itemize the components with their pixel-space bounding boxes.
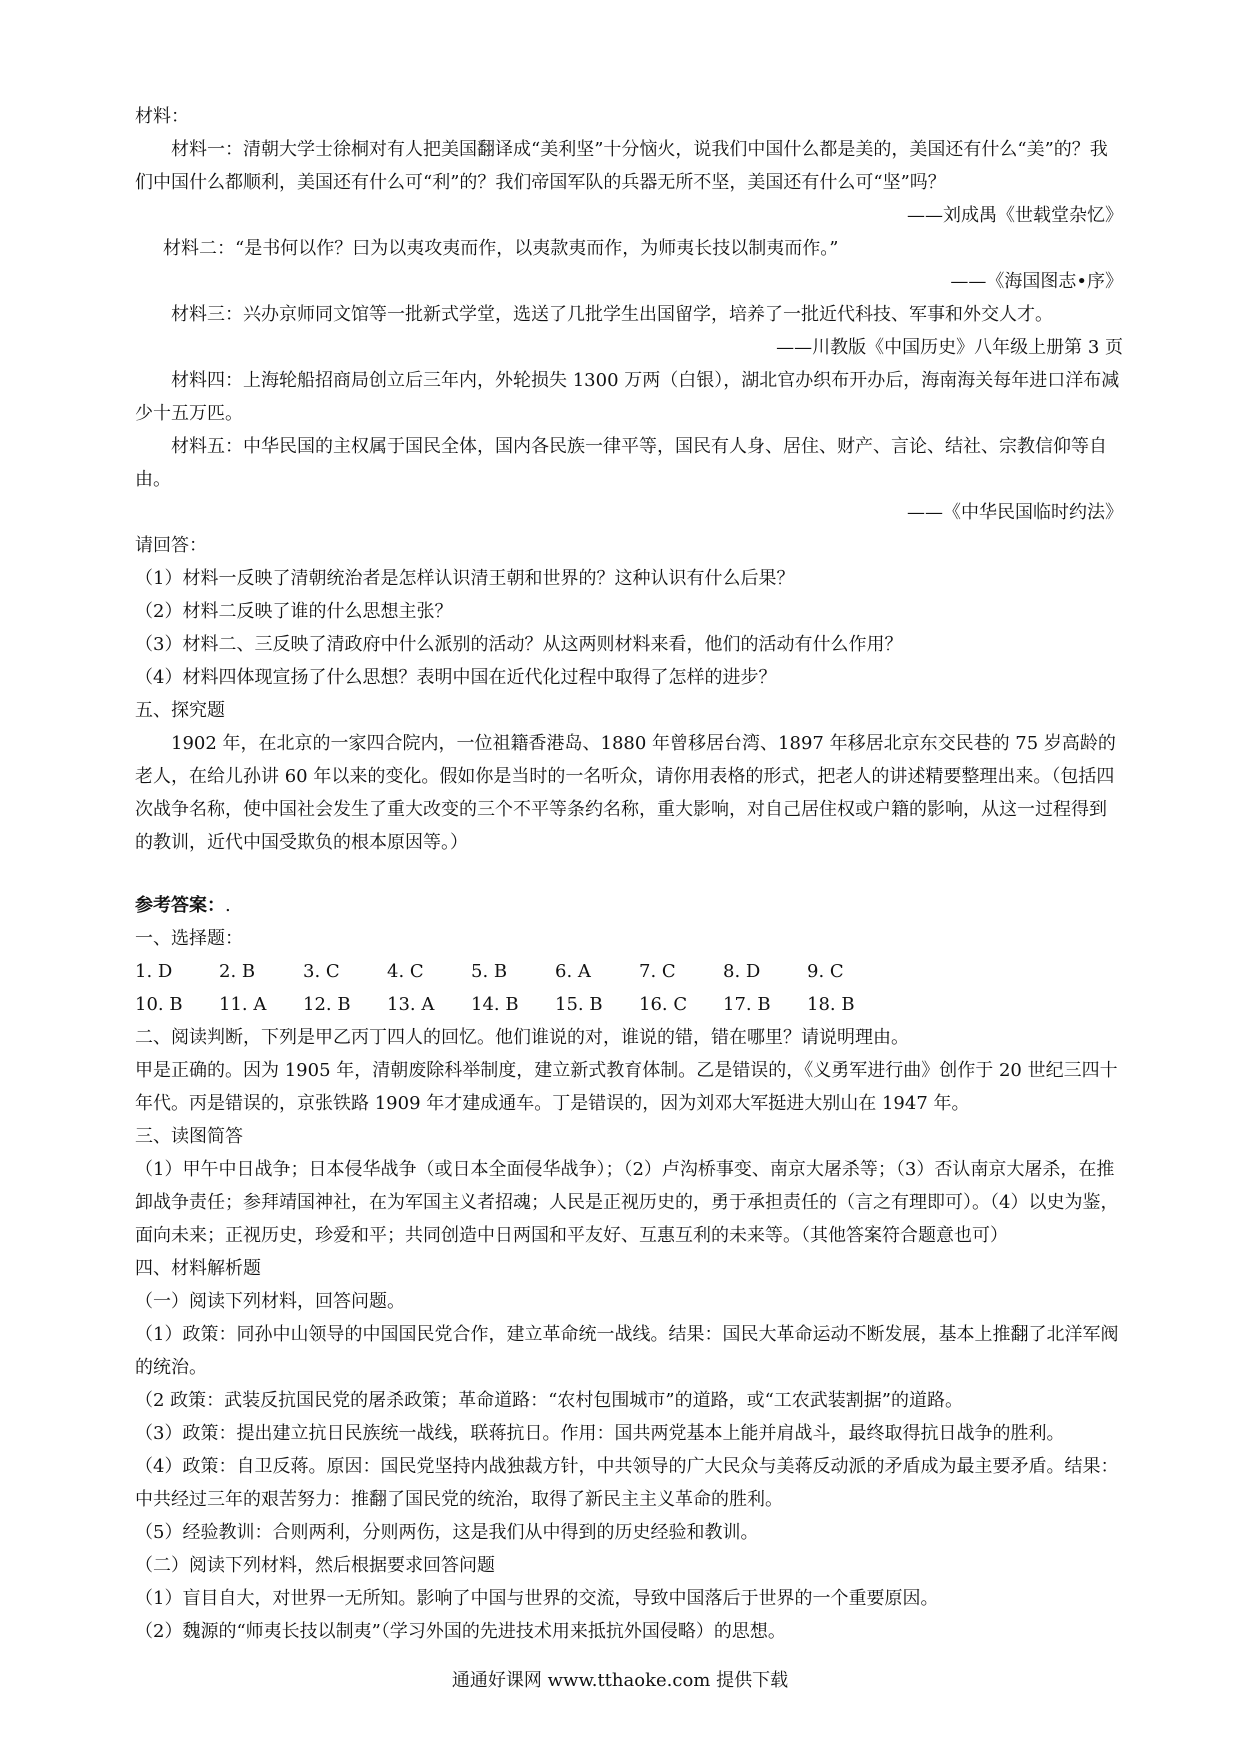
analysis-heading: 四、材料解析题: [135, 1258, 261, 1279]
material-3-source: ——川教版《中国历史》八年级上册第 3 页: [776, 337, 1123, 358]
question-1: （1）材料一反映了清朝统治者是怎样认识清王朝和世界的？这种认识有什么后果？: [135, 568, 795, 589]
analysis-answer-5: （5）经验教训：合则两利，分则两伤，这是我们从中得到的历史经验和教训。: [135, 1522, 759, 1543]
explore-heading: 五、探究题: [135, 700, 225, 721]
material-1-source: ——刘成禺《世载堂杂忆》: [907, 205, 1123, 226]
material-5-source: ——《中华民国临时约法》: [907, 502, 1123, 523]
map-heading: 三、读图简答: [135, 1126, 243, 1147]
choice-answers-row-2: [135, 988, 1123, 1021]
material-1: 材料一：清朝大学士徐桐对有人把美国翻译成“美利坚”十分恼火，说我们中国什么都是美的，美国还有什么“美”的？我们中国什么都顺利，美国还有什么可“利”的？我们帝国军队的兵器无所不坚，美国还有什么可“坚”吗？: [135, 139, 1108, 193]
judge-answer: 甲是正确的。因为 1905 年，清朝废除科举制度，建立新式教育体制。乙是错误的，《义勇军进行曲》创作于 20 世纪三四十年代。丙是错误的，京张铁路 1909 年才建成通车。丁是错误的，因为刘邓大军挺进大别山在 1947 年。: [135, 1060, 1118, 1114]
judge-heading: 二、阅读判断，下列是甲乙丙丁四人的回忆。他们谁说的对，谁说的错，错在哪里？请说明理由。: [135, 1027, 909, 1048]
materials-heading: 材料：: [135, 106, 189, 127]
choice-answer: 11. A: [219, 994, 267, 1015]
question-2: （2）材料二反映了谁的什么思想主张？: [135, 601, 453, 622]
choice-answer: 4. C: [387, 961, 424, 982]
page-footer: 通通好课网 www.tthaoke.com 提供下载: [451, 1670, 789, 1691]
answers-heading-text: 参考答案：: [135, 895, 225, 916]
answers-heading-mark: .: [225, 895, 231, 916]
choice-answer: 6. A: [555, 961, 591, 982]
analysis-part-2-heading: （二）阅读下列材料，然后根据要求回答问题: [135, 1555, 495, 1576]
choice-answer: 9. C: [807, 961, 844, 982]
analysis-answer-4: （4）政策：自卫反蒋。原因：国民党坚持内战独裁方针，中共领导的广大民众与美蒋反动派的矛盾成为最主要矛盾。结果：中共经过三年的艰苦努力：推翻了国民党的统治，取得了新民主主义革命的胜利。: [135, 1456, 1119, 1510]
map-answer: （1）甲午中日战争；日本侵华战争（或日本全面侵华战争）；（2）卢沟桥事变、南京大屠杀等；（3）否认南京大屠杀，在推卸战争责任；参拜靖国神社，在为军国主义者招魂；人民是正视历史的，勇于承担责任的（言之有理即可）。（4）以史为鉴，面向未来；正视历史，珍爱和平；共同创造中日两国和平友好、互惠互利的未来等。（其他答案符合题意也可）: [135, 1159, 1119, 1246]
question-3: （3）材料二、三反映了清政府中什么派别的活动？从这两则材料来看，他们的活动有什么作用？: [135, 634, 903, 655]
choice-answer: 5. B: [471, 961, 508, 982]
section-gap: [135, 859, 1123, 889]
material-5: 材料五：中华民国的主权属于国民全体，国内各民族一律平等，国民有人身、居住、财产、言论、结社、宗教信仰等自由。: [135, 436, 1107, 490]
choice-answer: 10. B: [135, 994, 183, 1015]
analysis-part-1-heading: （一）阅读下列材料，回答问题。: [135, 1291, 405, 1312]
choice-answer: 14. B: [471, 994, 519, 1015]
choice-answer: 16. C: [639, 994, 688, 1015]
choice-answer: 3. C: [303, 961, 340, 982]
choice-answer: 12. B: [303, 994, 351, 1015]
analysis-answer-2: （2 政策：武装反抗国民党的屠杀政策；革命道路：“农村包围城市”的道路，或“工农武装割据”的道路。: [135, 1390, 963, 1411]
document-page: [135, 100, 1123, 1648]
material-3: 材料三：兴办京师同文馆等一批新式学堂，选送了几批学生出国留学，培养了一批近代科技、军事和外交人才。: [171, 304, 1053, 325]
analysis-part-2-answer-2: （2）魏源的“师夷长技以制夷”（学习外国的先进技术用来抵抗外国侵略）的思想。: [135, 1621, 786, 1642]
material-2-source: ——《海国图志•序》: [950, 271, 1123, 292]
question-4: （4）材料四体现宣扬了什么思想？表明中国在近代化过程中取得了怎样的进步？: [135, 667, 777, 688]
choice-answer: 2. B: [219, 961, 256, 982]
material-4: 材料四：上海轮船招商局创立后三年内，外轮损失 1300 万两（白银），湖北官办织布开办后，海南海关每年进口洋布减少十五万匹。: [135, 370, 1120, 424]
questions-heading: 请回答：: [135, 535, 207, 556]
choice-answer: 13. A: [387, 994, 435, 1015]
choice-answer: 18. B: [807, 994, 855, 1015]
answers-heading: [135, 889, 1123, 922]
choice-answer: 7. C: [639, 961, 676, 982]
choice-answer: 1. D: [135, 961, 173, 982]
material-2: 材料二：“是书何以作？曰为以夷攻夷而作，以夷款夷而作，为师夷长技以制夷而作。”: [163, 238, 839, 259]
analysis-answer-1: （1）政策：同孙中山领导的中国国民党合作，建立革命统一战线。结果：国民大革命运动不断发展，基本上推翻了北洋军阀的统治。: [135, 1324, 1119, 1378]
explore-text: 1902 年，在北京的一家四合院内，一位祖籍香港岛、1880 年曾移居台湾、1897 年移居北京东交民巷的 75 岁高龄的老人，在给儿孙讲 60 年以来的变化。假如你是当时的一名听众，请你用表格的形式，把老人的讲述精要整理出来。（包括四次战争名称，使中国社会发生了重大改变的三个不平等条约名称，重大影响，对自己居住权或户籍的影响，从这一过程得到的教训，近代中国受欺负的根本原因等。）: [135, 733, 1116, 853]
choice-heading: 一、选择题：: [135, 928, 243, 949]
choice-answer: 8. D: [723, 961, 761, 982]
choice-answers-row-1: [135, 955, 1123, 988]
analysis-answer-3: （3）政策：提出建立抗日民族统一战线，联蒋抗日。作用：国共两党基本上能并肩战斗，最终取得抗日战争的胜利。: [135, 1423, 1065, 1444]
analysis-part-2-answer-1: （1）盲目自大，对世界一无所知。影响了中国与世界的交流，导致中国落后于世界的一个重要原因。: [135, 1588, 939, 1609]
choice-answer: 15. B: [555, 994, 603, 1015]
choice-answer: 17. B: [723, 994, 771, 1015]
